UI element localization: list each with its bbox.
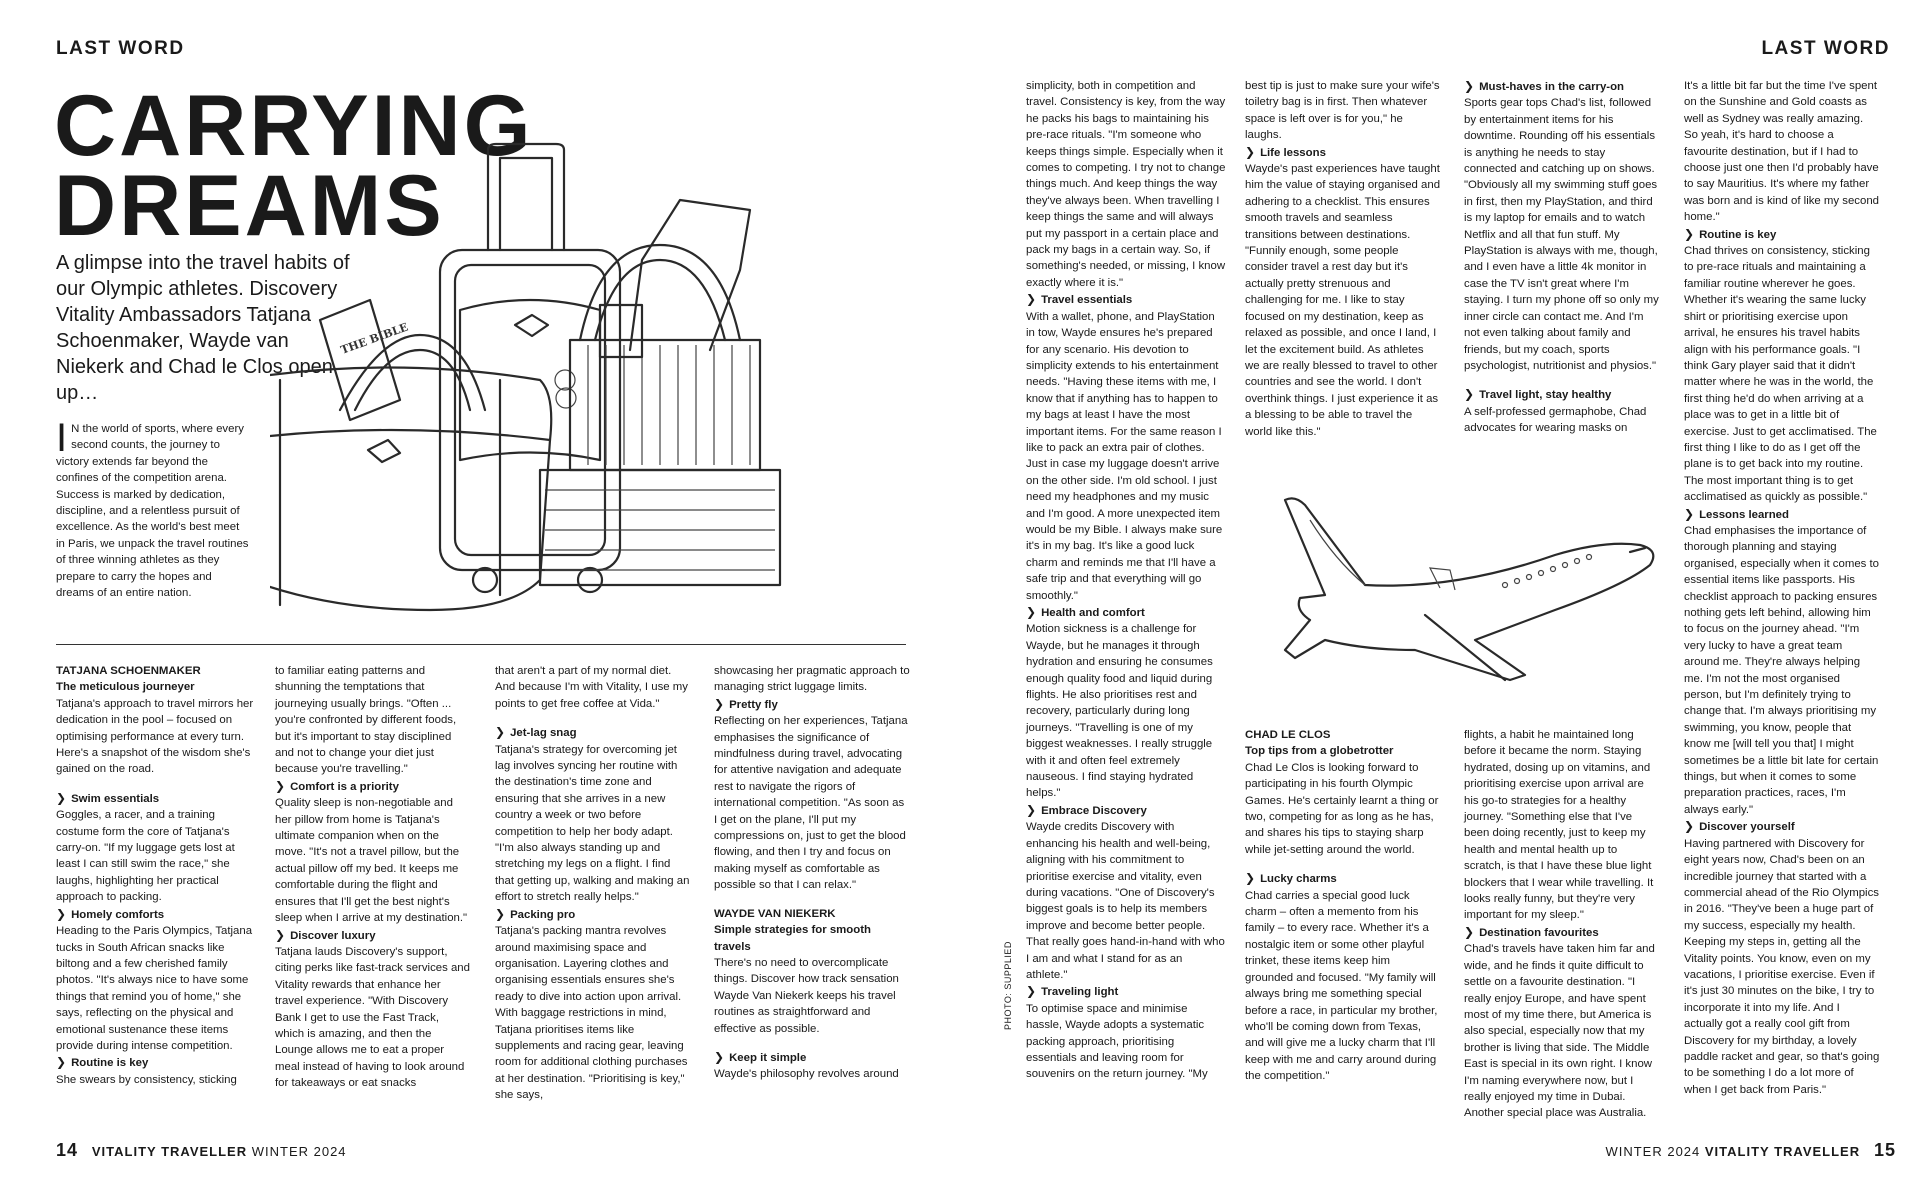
paragraph: Sports gear tops Chad's list, followed by entertainment items for his downtime. Rounding off his essentials is anything he needs to stay connected and catching up on shows. "Obviously all my swimming stuff goes in first, then my PlayStation, and third is my laptop for emails and to watch Netflix and all that fun stuff. My PlayStation is always with me, though, and I even have a little 4k monitor in case the TV isn't great where I'm staying. I turn my phone off so only my inner circle can contact me. And I'm not even talking about family and friends, but my coach, sports psychologist, nutritionist and physios.": [1464, 97, 1659, 372]
subheading: ❯ Homely comforts: [56, 906, 165, 921]
subheading: ❯ Packing pro: [495, 906, 576, 921]
page-number: 14: [56, 1140, 79, 1160]
column-8: [1684, 78, 1880, 1098]
paragraph: Wayde credits Discovery with enhancing his health and well-being, aligning with his commitment to prioritise exercise and vitality, even during vacations. "One of Discovery's biggest goals is to help its members improve and become better people. That really goes hand-in-hand with who I am and what I stand for as an athlete.": [1026, 821, 1225, 981]
drop-cap: I: [56, 416, 68, 460]
subheading: ❯ Life lessons: [1245, 144, 1326, 159]
section-rule: [56, 644, 906, 645]
chevron-right-icon: ❯: [1684, 819, 1695, 834]
chevron-right-icon: ❯: [275, 778, 286, 793]
airplane-illustration: [1255, 490, 1675, 690]
chevron-right-icon: ❯: [714, 696, 725, 711]
chevron-right-icon: ❯: [1026, 984, 1037, 999]
subheading: ❯ Keep it simple: [714, 1049, 807, 1064]
lead-paragraph: [56, 416, 250, 601]
subheading: ❯ Lessons learned: [1684, 506, 1789, 521]
column-7b: [1464, 727, 1660, 1122]
subheading: ❯ Routine is key: [1684, 226, 1777, 241]
column-4: [714, 663, 910, 1083]
title-line-2: DREAMS: [54, 158, 445, 254]
bible-icon: [320, 300, 410, 420]
paragraph: flights, a habit he maintained long before it became the norm. Staying hydrated, dosing up on vitamins, and prioritising exercise upon arrival are his go-to strategies for a healthy journey. "Something else that I've been doing recently, just to keep my health and mental health up to scratch, is that I have these blue light blockers that I wear while travelling. It looks really funny, but they're very important for my sleep.": [1464, 729, 1654, 922]
tote-bag-icon: [540, 200, 780, 585]
running-head-right: LAST WORD: [1761, 38, 1890, 59]
athlete-subtitle: Simple strategies for smooth travels: [714, 924, 871, 953]
paragraph: best tip is just to make sure your wife's toiletry bag is in first. Then whatever space is left over is for you," he laughs.: [1245, 80, 1440, 142]
subheading: ❯ Pretty fly: [714, 696, 778, 711]
column-2: [275, 663, 471, 1092]
chevron-right-icon: ❯: [56, 1055, 67, 1070]
chevron-right-icon: ❯: [1464, 79, 1475, 93]
subheading: ❯ Lucky charms: [1245, 871, 1337, 886]
paragraph: Wayde's philosophy revolves around: [714, 1068, 899, 1081]
footer-issue: WINTER 2024: [251, 1144, 347, 1159]
paragraph: simplicity, both in competition and travel. Consistency is key, from the way he packs his bags to maintaining his pre-race rituals. "I'm someone who keeps things simple. Especially when it comes to competing. I try not to change things much. And keep things the way they've always been. When travelling I keep things the same and will always put my passport in a certain place and pack my bags in a certain way. So, if something's needed, or missing, I know exactly where it is.": [1026, 80, 1226, 289]
chevron-right-icon: ❯: [1684, 226, 1695, 241]
subheading: ❯ Routine is key: [56, 1055, 149, 1070]
paragraph: Tatjana's approach to travel mirrors her dedication in the pool – focused on optimising performance at every turn. Here's a snapshot of the wisdom she's gained on the road.: [56, 697, 254, 776]
chevron-right-icon: ❯: [56, 906, 67, 921]
column-5: [1026, 78, 1226, 1083]
subheading: ❯ Embrace Discovery: [1026, 802, 1147, 817]
paragraph: Tatjana's packing mantra revolves around maximising space and organisation. Layering clothes and organising essentials ensures she's ready to dive into action upon arrival. With baggage restrictions in mind, Tatjana prioritises items like supplements and racing gear, leaving room for additional clothing purchases at her destination. "Prioritising is key," she says,: [495, 925, 688, 1102]
paragraph: With a wallet, phone, and PlayStation in tow, Wayde ensures he's prepared for any scenario. His devotion to simplicity extends to his entertainment needs. "Having these items with me, I know that if anything has to happen to my bags at least I have the most important items. For the same reason I like to pack an extra pair of clothes. Just in case my luggage doesn't arrive on the other side. I'm old school. I just need my headphones and my music and I'm good. A more unexpected item would be my Bible. I always make sure it's in my bag. It's like a good luck charm and reminds me that I'll have a safe trip and that everything will go smoothly.": [1026, 310, 1223, 602]
footer-right: [1605, 1140, 1896, 1161]
photo-credit: PHOTO: SUPPLIED: [1003, 941, 1013, 1030]
standfirst: A glimpse into the travel habits of our Olympic athletes. Discovery Vitality Ambassadors Tatjana Schoenmaker, Wayde van Niekerk and Chad le Clos open up…: [56, 252, 350, 404]
subheading: ❯ Must-haves in the carry-on: [1464, 79, 1625, 93]
paragraph: Chad emphasises the importance of thorough planning and staying organised, especially when it comes to essential items like passports. His checklist approach to packing ensures nothing gets left behind, allowing him to focus on the journey ahead. "I'm very lucky to have a great team around me. They're always helping me. I'm not the most organised person, but I'm definitely trying to change that. I'm always prioritising my swimming, you know, people that know me [will tell you that] I might sometimes be a little bit late for certain things, but when it comes to some preparation practices, races, I'm always early.": [1684, 524, 1880, 816]
paragraph: Chad's travels have taken him far and wide, and he finds it quite difficult to settle on a favourite destination. "I really enjoy Europe, and have spent most of my time there, but America is also special, especially now that my brother is living that side. The Middle East is special in its own right. I know I'm naming everywhere now, but I really enjoyed my time in Dubai. Another special place was Australia.: [1464, 943, 1655, 1120]
paragraph: Chad thrives on consistency, sticking to pre-race rituals and maintaining a familiar routine wherever he goes. Whether it's wearing the same lucky shirt or prioritising exercise upon arrival, he ensures his travel habits align with his performance goals. "I think Gary player said that it didn't matter where he was in the world, the first thing he'd do when arriving at a place was to get in a little bit of exercise. Just to get acclimatised. The first thing I like to do as I get off the plane is to get back into my routine. The most important thing is to get acclimatised as quickly as possible.": [1684, 245, 1877, 504]
duffel-bag-icon: [270, 335, 551, 610]
athlete-name: TATJANA SCHOENMAKER: [56, 665, 201, 677]
subheading: ❯ Comfort is a priority: [275, 778, 399, 793]
paragraph: To optimise space and minimise hassle, Wayde adopts a systematic packing approach, prioritising essentials and leaving room for souvenirs on the return journey. "My: [1026, 1002, 1208, 1081]
footer-left: [56, 1140, 347, 1161]
subheading: ❯ Discover yourself: [1684, 819, 1795, 834]
column-6b: [1245, 727, 1441, 1085]
chevron-right-icon: ❯: [1245, 144, 1256, 159]
paragraph: Tatjana lauds Discovery's support, citing perks like fast-track services and Vitality rewards that enhance her travel experience. "With Discovery Bank I get to use the Fast Track, which is amazing, and then the Lounge allows me to eat a proper meal instead of having to look around for takeaways or eat snacks: [275, 945, 470, 1090]
chevron-right-icon: ❯: [495, 906, 506, 921]
chevron-right-icon: ❯: [56, 790, 67, 805]
column-6: [1245, 78, 1441, 440]
chevron-right-icon: ❯: [1684, 506, 1695, 521]
paragraph: Having partnered with Discovery for eight years now, Chad's been on an incredible journey that started with a commercial ahead of the Rio Olympics in 2016. "They've been a huge part of my success, especially my health. Keeping my steps in, getting all the Vitality points. You know, even on my vacations, I prioritise exercise. Even if it's just 30 minutes on the bike, I try to incorporate it into my life. And I actually got a really cool gift from Discovery for my birthday, a lovely paddle racket and gear, so that's going to be something I do a lot more of when I get back from Paris.": [1684, 837, 1880, 1096]
subheading: ❯ Destination favourites: [1464, 924, 1599, 939]
subheading: ❯ Jet-lag snag: [495, 725, 577, 740]
bible-label: THE BIBLE: [338, 320, 410, 357]
athlete-name: WAYDE VAN NIEKERK: [714, 907, 836, 920]
column-1: [56, 663, 254, 1088]
chevron-right-icon: ❯: [1464, 924, 1475, 939]
airplane-icon: [1285, 498, 1653, 680]
paragraph: showcasing her pragmatic approach to managing strict luggage limits.: [714, 665, 910, 694]
paragraph: She swears by consistency, sticking: [56, 1073, 237, 1086]
paragraph: Goggles, a racer, and a training costume form the core of Tatjana's carry-on. "If my luggage gets lost at least I can still swim the race," she laughs, highlighting her practical approach to packing.: [56, 809, 235, 904]
luggage-illustration: [270, 140, 910, 615]
paragraph: It's a little bit far but the time I've spent on the Sunshine and Gold coasts as well as Sydney was really amazing. So yeah, it's hard to choose a favourite destination, but if I had to choose just one then I'd probably have to say Mauritius. It's where my father was born and is kind of like my second home.": [1684, 80, 1880, 224]
paragraph: to familiar eating patterns and shunning the temptations that journeying usually brings. "Often ... you're confronted by different foods, but it's important to stay disciplined and not to change your diet just because you're travelling.": [275, 665, 457, 776]
paragraph: Chad Le Clos is looking forward to participating in his fourth Olympic Games. He's certainly learnt a thing or two, competing for as long as he has, and shares his tips to staying sharp while jet-setting around the world.: [1245, 761, 1439, 856]
paragraph: A self-professed germaphobe, Chad advocates for wearing masks on: [1464, 405, 1647, 435]
paragraph: There's no need to overcomplicate things. Discover how track sensation Wayde Van Niekerk keeps his travel routines as straightforward and effective as possible.: [714, 956, 899, 1035]
lead-text: N the world of sports, where every second counts, the journey to victory extends far beyond the confines of the competition arena. Success is marked by dedication, discipline, and a relentless pursuit of excellence. As the world's best meet in Paris, we unpack the travel routines of three winning athletes as they prepare to carry the hopes and dreams of an entire nation.: [56, 423, 249, 600]
subheading: ❯ Travel light, stay healthy: [1464, 387, 1612, 402]
paragraph: Heading to the Paris Olympics, Tatjana tucks in South African snacks like biltong and a few cherished family photos. "It's always nice to have some things that remind you of home," she says, reflecting on the physical and emotional sustenance these items provide during intense competition.: [56, 925, 253, 1052]
footer-issue: WINTER 2024: [1605, 1144, 1701, 1159]
chevron-right-icon: ❯: [1026, 605, 1037, 619]
athlete-name: CHAD LE CLOS: [1245, 729, 1331, 741]
chevron-right-icon: ❯: [1464, 387, 1475, 402]
footer-brand: VITALITY TRAVELLER: [91, 1144, 248, 1159]
paragraph: Chad carries a special good luck charm – often a memento from his family – to every race. Whether it's a nostalgic item or some other playful trinket, these items keep him grounded and focused. "My family will always bring me something special before a race, in particular my brother, who'll be coming down from Texas, and will give me a lucky charm that I'll keep with me and carry around during the competition.": [1245, 889, 1438, 1083]
title-line-1: CARRYING: [54, 78, 534, 174]
subheading: ❯ Health and comfort: [1026, 605, 1145, 619]
paragraph: Quality sleep is non-negotiable and her pillow from home is Tatjana's ultimate companion when on the move. "It's not a travel pillow, but the actual pillow off my bed. It keeps me comfortable during the flight and ensures that I'll get the best night's sleep when I arrive at my destination.": [275, 797, 468, 925]
athlete-subtitle: The meticulous journeyer: [56, 681, 195, 694]
paragraph: Motion sickness is a challenge for Wayde, but he manages it through hydration and ensuring he consumes enough quality food and liquid during flights. He also prioritises rest and recovery, particularly during long journeys. "Travelling is one of my biggest weaknesses. I really struggle with it and often feel extremely nauseous. I find staying hydrated helps.": [1026, 623, 1213, 800]
column-7: [1464, 78, 1660, 437]
subheading: ❯ Swim essentials: [56, 790, 160, 805]
chevron-right-icon: ❯: [275, 927, 286, 942]
right-page: [960, 0, 1920, 1190]
suitcase-icon: [440, 144, 620, 592]
paragraph: that aren't a part of my normal diet. And because I'm with Vitality, I use my points to get free coffee at Vida.": [495, 665, 688, 710]
paragraph: Tatjana's strategy for overcoming jet lag involves syncing her routine with the destination's time zone and ensuring that she arrives in a new country a week or two before competition to help her body adapt. "I'm also always standing up and stretching my legs on a flight. I find that getting up, walking and making an effort to stretch really helps.": [495, 743, 690, 904]
chevron-right-icon: ❯: [495, 725, 506, 740]
subheading: ❯ Discover luxury: [275, 927, 376, 942]
paragraph: Wayde's past experiences have taught him the value of staying organised and adhering to a checklist. This ensures smooth travels and seamless transitions between destinations. "Funnily enough, some people consider travel a rest day but it's actually pretty strenuous and challenging for me. I like to stay focused on my destination, keep as relaxed as possible, and once I land, I let the excitement build. As athletes we are really blessed to travel to other countries and see the world. I don't overthink things. I just experience it as a blessing to be able to travel the world like this.": [1245, 163, 1441, 438]
footer-brand: VITALITY TRAVELLER: [1704, 1144, 1861, 1159]
chevron-right-icon: ❯: [1026, 292, 1037, 307]
paragraph: Reflecting on her experiences, Tatjana emphasises the significance of mindfulness during travel, advocating for attentive navigation and adequate rest to navigate the rigors of international competition. "As soon as I get on the plane, I'll put my compressions on, just to get the blood flowing, and then I try and focus on making myself as comfortable as possible so that I can relax.": [714, 715, 908, 892]
running-head-left: LAST WORD: [56, 38, 185, 59]
athlete-subtitle: Top tips from a globetrotter: [1245, 745, 1394, 758]
chevron-right-icon: ❯: [714, 1049, 725, 1064]
chevron-right-icon: ❯: [1026, 802, 1037, 817]
page-number: 15: [1873, 1140, 1896, 1160]
subheading: ❯ Traveling light: [1026, 984, 1119, 999]
chevron-right-icon: ❯: [1245, 871, 1256, 886]
column-3: [495, 663, 691, 1104]
subheading: ❯ Travel essentials: [1026, 292, 1133, 307]
